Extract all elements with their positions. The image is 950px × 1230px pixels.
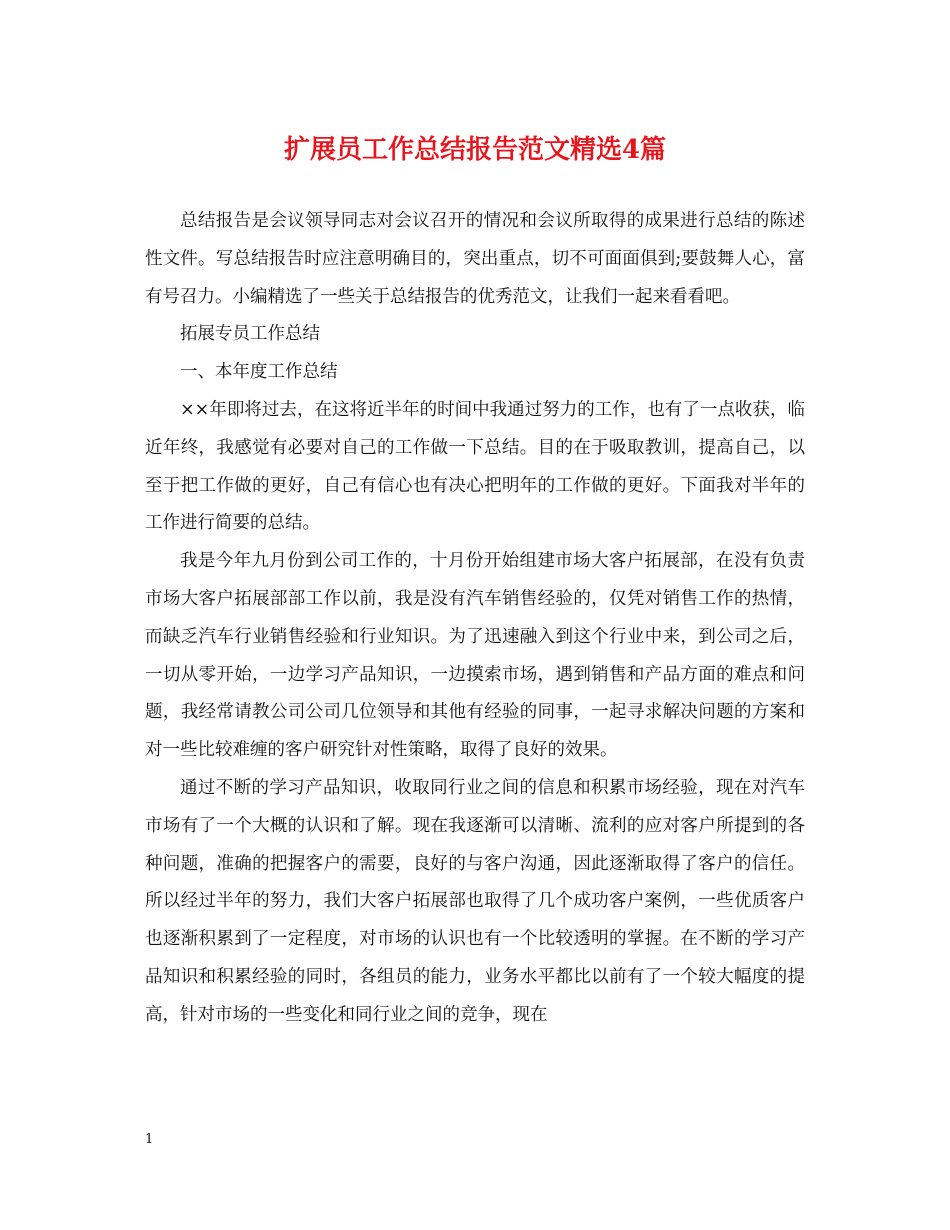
section-heading-annual-summary: 一、本年度工作总结 xyxy=(180,362,338,383)
section-heading-expansion-summary: 拓展专员工作总结 xyxy=(180,324,320,345)
document-title: 扩展员工作总结报告范文精选4篇 xyxy=(283,135,667,165)
body-paragraph-year-end: ××年即将过去，在这将近半年的时间中我通过努力的工作，也有了一点收获，临近年终，我感觉有必要对自己的工作做一下总结。目的在于吸取教训，提高自己，以至于把工作做的更好，自己有信心也有决心把明年的工作做的更好。下面我对半年的工作进行简要的总结。 xyxy=(145,399,805,534)
body-paragraph-intro: 总结报告是会议领导同志对会议召开的情况和会议所取得的成果进行总结的陈述性文件。写总结报告时应注意明确目的，突出重点，切不可面面俱到;要鼓舞人心，富有号召力。小编精选了一些关于总结报告的优秀范文，让我们一起来看看吧。 xyxy=(145,211,805,307)
page-number: 1 xyxy=(145,1132,154,1147)
document-body xyxy=(145,203,805,1035)
body-paragraph-joining: 我是今年九月份到公司工作的，十月份开始组建市场大客户拓展部，在没有负责市场大客户拓展部部工作以前，我是没有汽车销售经验的，仅凭对销售工作的热情，而缺乏汽车行业销售经验和行业知识。为了迅速融入到这个行业中来，到公司之后，一切从零开始，一边学习产品知识，一边摸索市场，遇到销售和产品方面的难点和问题，我经常请教公司公司几位领导和其他有经验的同事，一起寻求解决问题的方案和对一些比较难缠的客户研究针对性策略，取得了良好的效果。 xyxy=(145,551,805,761)
body-paragraph-learning: 通过不断的学习产品知识，收取同行业之间的信息和积累市场经验，现在对汽车市场有了一个大概的认识和了解。现在我逐渐可以清晰、流利的应对客户所提到的各种问题，准确的把握客户的需要，良好的与客户沟通，因此逐渐取得了客户的信任。所以经过半年的努力，我们大客户拓展部也取得了几个成功客户案例，一些优质客户也逐渐积累到了一定程度，对市场的认识也有一个比较透明的掌握。在不断的学习产品知识和积累经验的同时，各组员的能力，业务水平都比以前有了一个较大幅度的提高，针对市场的一些变化和同行业之间的竞争，现在 xyxy=(145,777,805,1025)
